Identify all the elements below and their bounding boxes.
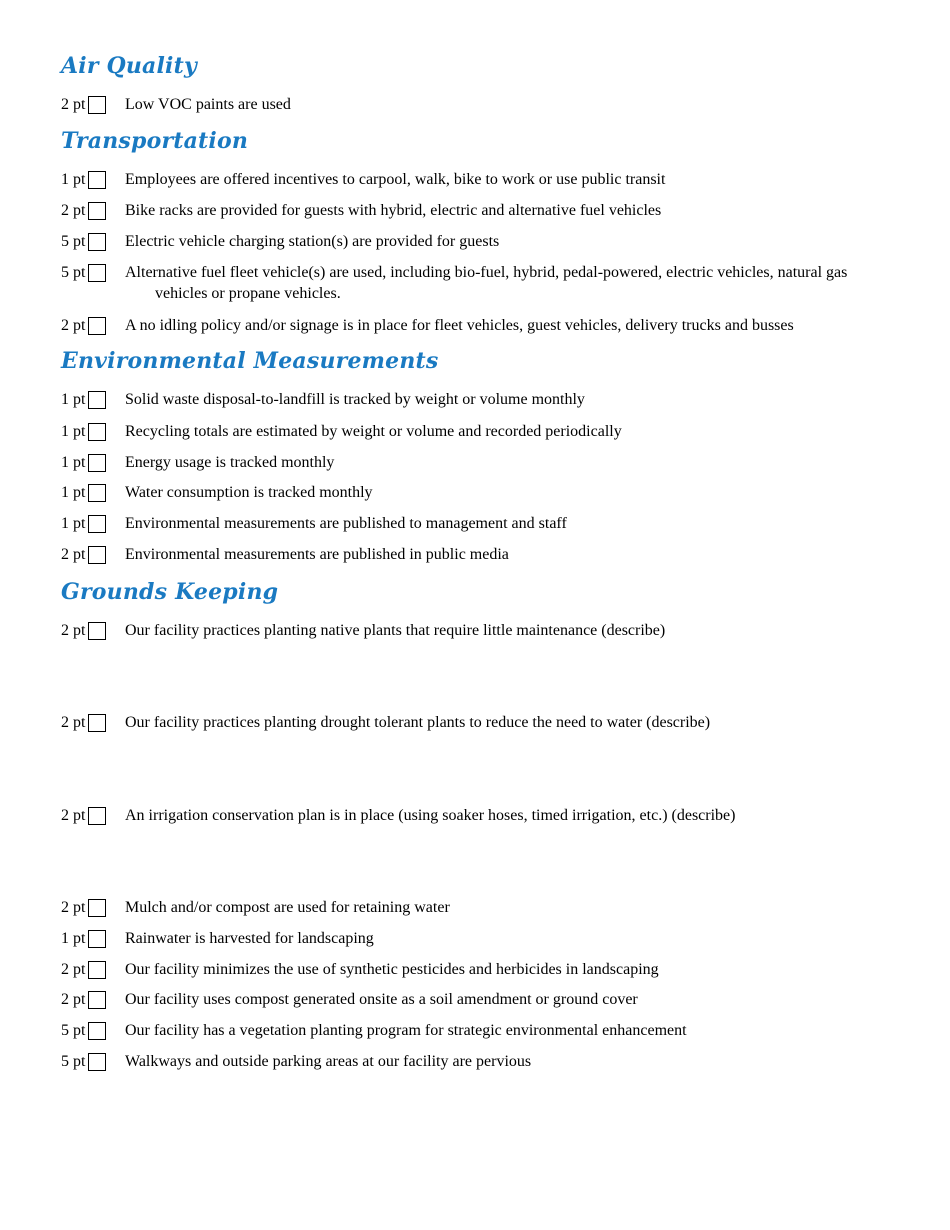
checklist-item [61, 315, 891, 336]
item-text: Our facility minimizes the use of synthetic pesticides and herbicides in landscaping [125, 961, 659, 978]
checklist-item [61, 897, 891, 918]
points-label: 2 pt [61, 202, 86, 219]
points-label: 1 pt [61, 171, 86, 188]
item-text: A no idling policy and/or signage is in place for fleet vehicles, guest vehicles, delivery trucks and busses [125, 317, 794, 334]
item-text: Electric vehicle charging station(s) are provided for guests [125, 233, 500, 250]
checkbox[interactable] [88, 171, 106, 189]
item-text: An irrigation conservation plan is in place (using soaker hoses, timed irrigation, etc.) (describe) [125, 807, 736, 824]
item-text: Energy usage is tracked monthly [125, 454, 335, 471]
checklist-item [61, 231, 891, 252]
item-text: Bike racks are provided for guests with hybrid, electric and alternative fuel vehicles [125, 202, 662, 219]
section-heading-environmental-measurements: Environmental Measurements [61, 348, 439, 374]
points-label: 1 pt [61, 423, 86, 440]
checklist-item [61, 452, 891, 473]
points-label: 2 pt [61, 807, 86, 824]
item-text: Our facility has a vegetation planting program for strategic environmental enhancement [125, 1022, 687, 1039]
item-text: Rainwater is harvested for landscaping [125, 930, 374, 947]
checklist-item [61, 94, 891, 115]
checkbox[interactable] [88, 484, 106, 502]
checklist-item [61, 482, 891, 503]
checkbox[interactable] [88, 1053, 106, 1071]
points-label: 1 pt [61, 930, 86, 947]
item-text: Environmental measurements are published in public media [125, 546, 509, 563]
checkbox[interactable] [88, 961, 106, 979]
checklist-item [61, 805, 891, 826]
checkbox[interactable] [88, 391, 106, 409]
checkbox[interactable] [88, 317, 106, 335]
item-text: Environmental measurements are published to management and staff [125, 515, 567, 532]
checklist-item [61, 169, 891, 190]
points-label: 2 pt [61, 622, 86, 639]
points-label: 2 pt [61, 899, 86, 916]
checkbox[interactable] [88, 1022, 106, 1040]
checklist-item [61, 1020, 891, 1041]
points-label: 1 pt [61, 391, 86, 408]
item-text: Our facility practices planting native plants that require little maintenance (describe) [125, 622, 666, 639]
checklist-item [61, 620, 891, 641]
points-label: 2 pt [61, 546, 86, 563]
checkbox[interactable] [88, 546, 106, 564]
item-text: Employees are offered incentives to carpool, walk, bike to work or use public transit [125, 171, 666, 188]
checklist-item [61, 544, 891, 565]
points-label: 1 pt [61, 454, 86, 471]
checklist-item [61, 1051, 891, 1072]
checkbox[interactable] [88, 264, 106, 282]
item-text: Alternative fuel fleet vehicle(s) are used, including bio-fuel, hybrid, pedal-powered, electric vehicles, natural gas vehicles or propane vehicles. [125, 264, 848, 302]
points-label: 2 pt [61, 96, 86, 113]
checkbox[interactable] [88, 233, 106, 251]
checkbox[interactable] [88, 622, 106, 640]
checkbox[interactable] [88, 899, 106, 917]
checklist-item [61, 989, 891, 1010]
checkbox[interactable] [88, 991, 106, 1009]
checkbox[interactable] [88, 454, 106, 472]
points-label: 2 pt [61, 961, 86, 978]
checkbox[interactable] [88, 714, 106, 732]
item-text: Our facility uses compost generated onsite as a soil amendment or ground cover [125, 991, 638, 1008]
item-text: Low VOC paints are used [125, 96, 291, 113]
checkbox[interactable] [88, 202, 106, 220]
checklist-item [61, 513, 891, 534]
checklist-item [61, 421, 891, 442]
item-text: Recycling totals are estimated by weight or volume and recorded periodically [125, 423, 622, 440]
item-text: Walkways and outside parking areas at our facility are pervious [125, 1053, 532, 1070]
checklist-item [61, 928, 891, 949]
checklist-item [61, 389, 891, 410]
checkbox[interactable] [88, 423, 106, 441]
item-text: Our facility practices planting drought tolerant plants to reduce the need to water (describe) [125, 714, 711, 731]
section-heading-transportation: Transportation [61, 128, 249, 154]
section-heading-air-quality: Air Quality [61, 53, 197, 79]
points-label: 5 pt [61, 1022, 86, 1039]
points-label: 2 pt [61, 317, 86, 334]
points-label: 5 pt [61, 264, 86, 281]
points-label: 5 pt [61, 1053, 86, 1070]
checkbox[interactable] [88, 930, 106, 948]
points-label: 2 pt [61, 991, 86, 1008]
checkbox[interactable] [88, 96, 106, 114]
checklist-item [61, 959, 891, 980]
checklist-item [61, 200, 891, 221]
points-label: 2 pt [61, 714, 86, 731]
points-label: 1 pt [61, 484, 86, 501]
item-text: Mulch and/or compost are used for retaining water [125, 899, 450, 916]
item-text: Water consumption is tracked monthly [125, 484, 373, 501]
checklist-item [61, 262, 891, 304]
checkbox[interactable] [88, 807, 106, 825]
checklist-item [61, 712, 891, 733]
checkbox[interactable] [88, 515, 106, 533]
points-label: 1 pt [61, 515, 86, 532]
points-label: 5 pt [61, 233, 86, 250]
section-heading-grounds-keeping: Grounds Keeping [61, 579, 279, 605]
item-text: Solid waste disposal-to-landfill is tracked by weight or volume monthly [125, 391, 585, 408]
